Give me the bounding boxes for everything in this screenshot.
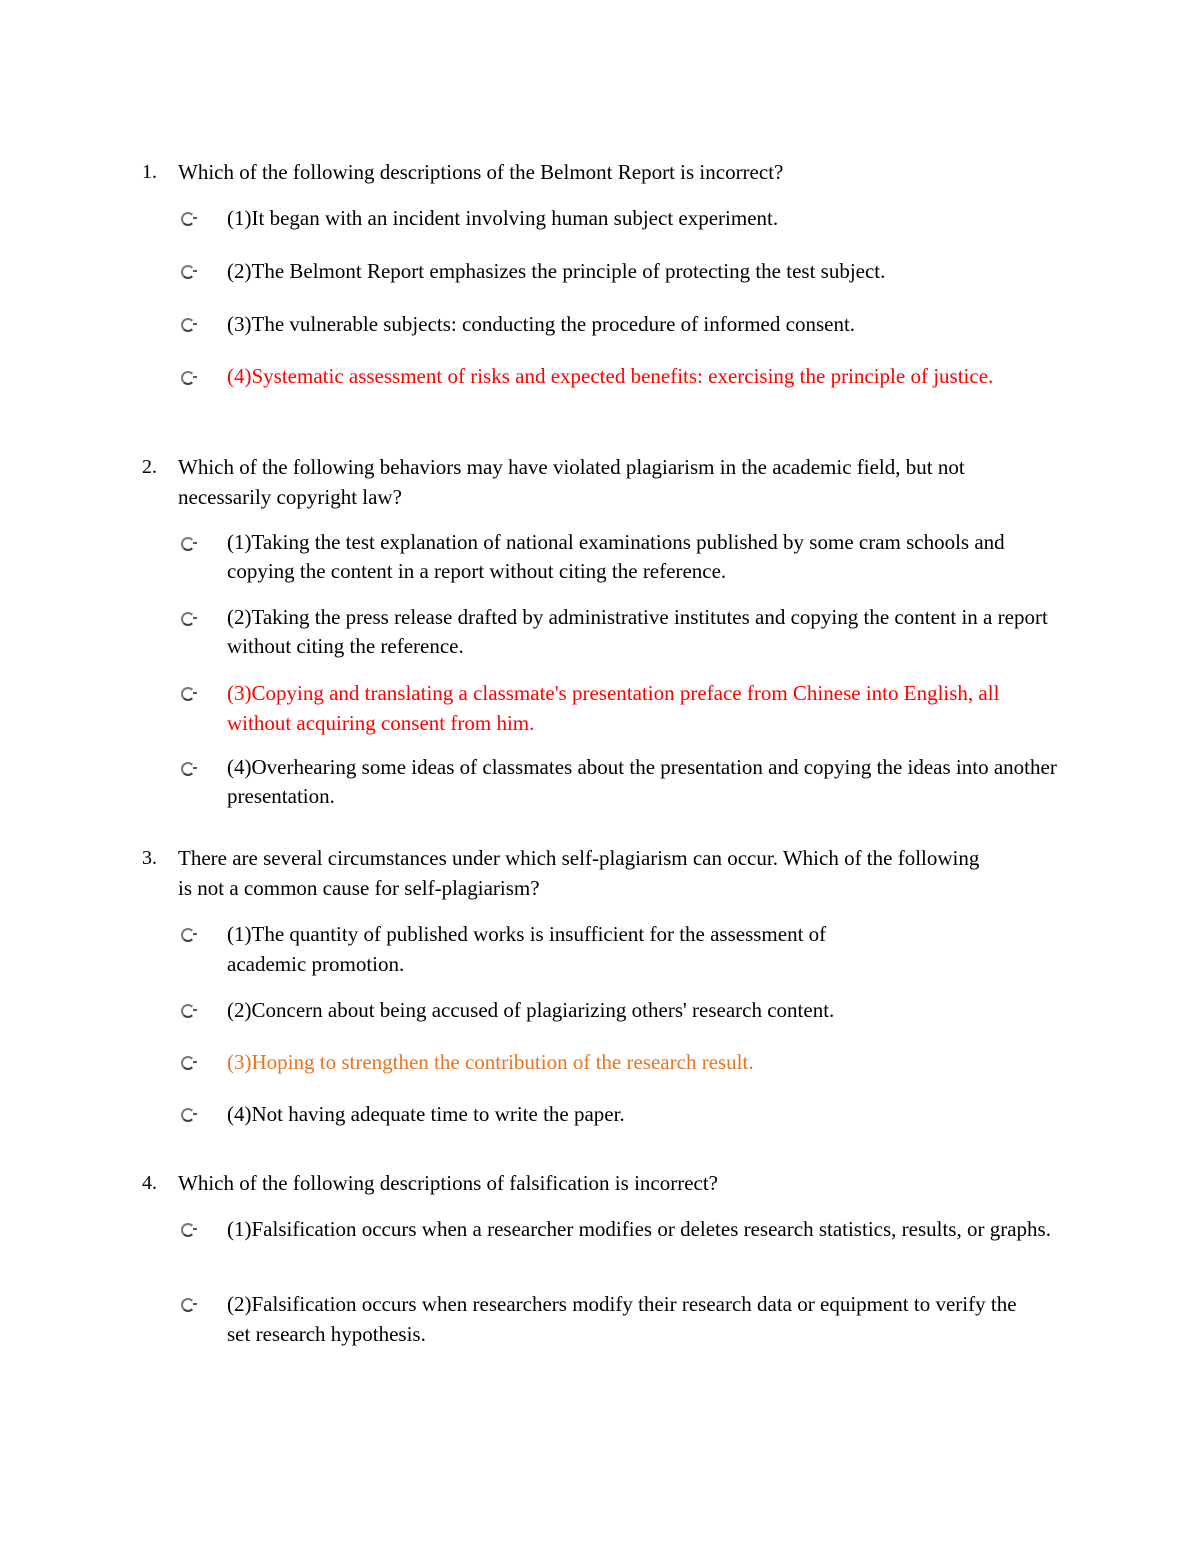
question-text: Which of the following behaviors may have violated plagiarism in the academic field, but not necessarily copyright law? [178, 455, 965, 509]
radio-button-icon[interactable] [181, 687, 195, 701]
answer-option-label: (1)Taking the test explanation of national examinations published by some cram schools and copying the content in a report without citing the reference. [227, 530, 1005, 583]
question-text: Which of the following descriptions of the Belmont Report is incorrect? [178, 160, 784, 184]
question-text: Which of the following descriptions of falsification is incorrect? [178, 1171, 719, 1195]
radio-button-icon[interactable] [181, 762, 195, 776]
radio-button-icon[interactable] [181, 1223, 195, 1237]
question-number: 2. [142, 456, 157, 478]
radio-button-icon[interactable] [181, 928, 195, 942]
radio-button-icon[interactable] [181, 1004, 195, 1018]
answer-option-label: (4)Overhearing some ideas of classmates about the presentation and copying the ideas into another presentation. [227, 755, 1057, 808]
radio-button-icon[interactable] [181, 1108, 195, 1122]
radio-button-icon[interactable] [181, 371, 195, 385]
answer-option-label: (4)Not having adequate time to write the paper. [227, 1102, 625, 1126]
answer-option-label: (1)The quantity of published works is insufficient for the assessment of academic promotion. [227, 922, 827, 976]
question-number: 1. [142, 161, 157, 183]
answer-option-label: (2)Taking the press release drafted by administrative institutes and copying the content in a report without citing the reference. [227, 605, 1048, 658]
radio-button-icon[interactable] [181, 212, 195, 226]
radio-button-icon[interactable] [181, 1298, 195, 1312]
question-number: 4. [142, 1172, 157, 1194]
radio-button-icon[interactable] [181, 612, 195, 626]
answer-option-label: (3)Hoping to strengthen the contribution of the research result. [227, 1050, 754, 1074]
radio-button-icon[interactable] [181, 537, 195, 551]
question-number: 3. [142, 847, 157, 869]
radio-button-icon[interactable] [181, 265, 195, 279]
answer-option-label: (1)Falsification occurs when a researcher modifies or deletes research statistics, results, or graphs. [227, 1217, 1051, 1241]
answer-option-label: (2)Falsification occurs when researchers modify their research data or equipment to verify the set research hypothesis. [227, 1292, 1017, 1346]
answer-option-label: (3)The vulnerable subjects: conducting the procedure of informed consent. [227, 312, 856, 336]
answer-option-label: (4)Systematic assessment of risks and expected benefits: exercising the principle of justice. [227, 364, 994, 388]
radio-button-icon[interactable] [181, 318, 195, 332]
question-text: There are several circumstances under which self-plagiarism can occur. Which of the following is not a common cause for self-plagiarism? [178, 846, 980, 900]
answer-option-label: (3)Copying and translating a classmate's presentation preface from Chinese into English, all without acquiring consent from him. [227, 681, 1000, 735]
radio-button-icon[interactable] [181, 1056, 195, 1070]
answer-option-label: (2)Concern about being accused of plagiarizing others' research content. [227, 998, 835, 1022]
answer-option-label: (2)The Belmont Report emphasizes the principle of protecting the test subject. [227, 259, 886, 283]
answer-option-label: (1)It began with an incident involving human subject experiment. [227, 206, 779, 230]
